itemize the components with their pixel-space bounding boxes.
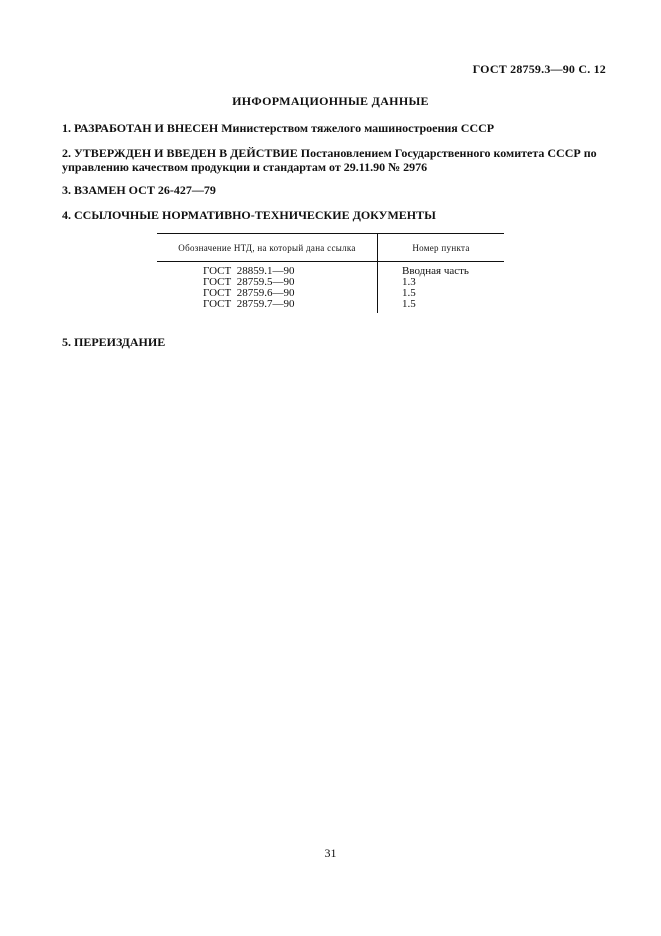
info-item-2 (62, 146, 607, 174)
clause-column (378, 262, 504, 313)
section-title: ИНФОРМАЦИОННЫЕ ДАННЫЕ (232, 94, 429, 108)
table-cell-doc: ГОСТ 28759.7—90 (203, 298, 295, 310)
table-cell-clause: 1.5 (402, 298, 416, 310)
header-doc-designation: Обозначение НТД, на который дана ссылка (157, 234, 378, 261)
document-header: ГОСТ 28759.3—90 С. 12 (472, 62, 606, 76)
item-text: ПЕРЕИЗДАНИЕ (74, 335, 166, 349)
item-number: 3. (62, 183, 71, 197)
table-cell-clause: Вводная часть (402, 265, 469, 277)
info-item-3 (62, 183, 607, 197)
table-cell-clause: 1.3 (402, 276, 416, 288)
item-text: УТВЕРЖДЕН И ВВЕДЕН В ДЕЙСТВИЕ Постановлением Государственного комитета СССР по управлению качеством продукции и стандартам от 29.11.90 № 2976 (62, 146, 597, 174)
info-item-1 (62, 121, 607, 135)
item-text: ВЗАМЕН ОСТ 26-427—79 (74, 183, 216, 197)
item-text: ССЫЛОЧНЫЕ НОРМАТИВНО-ТЕХНИЧЕСКИЕ ДОКУМЕНТЫ (74, 208, 436, 222)
item-text: РАЗРАБОТАН И ВНЕСЕН Министерством тяжелого машиностроения СССР (74, 121, 495, 135)
reference-documents-table (157, 233, 504, 313)
info-item-4 (62, 208, 607, 222)
table-body (157, 262, 504, 313)
item-number: 5. (62, 335, 71, 349)
info-item-5 (62, 335, 607, 349)
table-cell-doc: ГОСТ 28759.6—90 (203, 287, 295, 299)
item-number: 2. (62, 146, 71, 160)
header-clause-number: Номер пункта (412, 242, 470, 253)
table-cell-doc: ГОСТ 28759.5—90 (203, 276, 295, 288)
table-cell-doc: ГОСТ 28859.1—90 (203, 265, 295, 277)
doc-column (157, 262, 378, 313)
item-number: 1. (62, 121, 71, 135)
table-header (157, 234, 504, 262)
item-number: 4. (62, 208, 71, 222)
page-number: 31 (324, 846, 337, 860)
table-cell-clause: 1.5 (402, 287, 416, 299)
